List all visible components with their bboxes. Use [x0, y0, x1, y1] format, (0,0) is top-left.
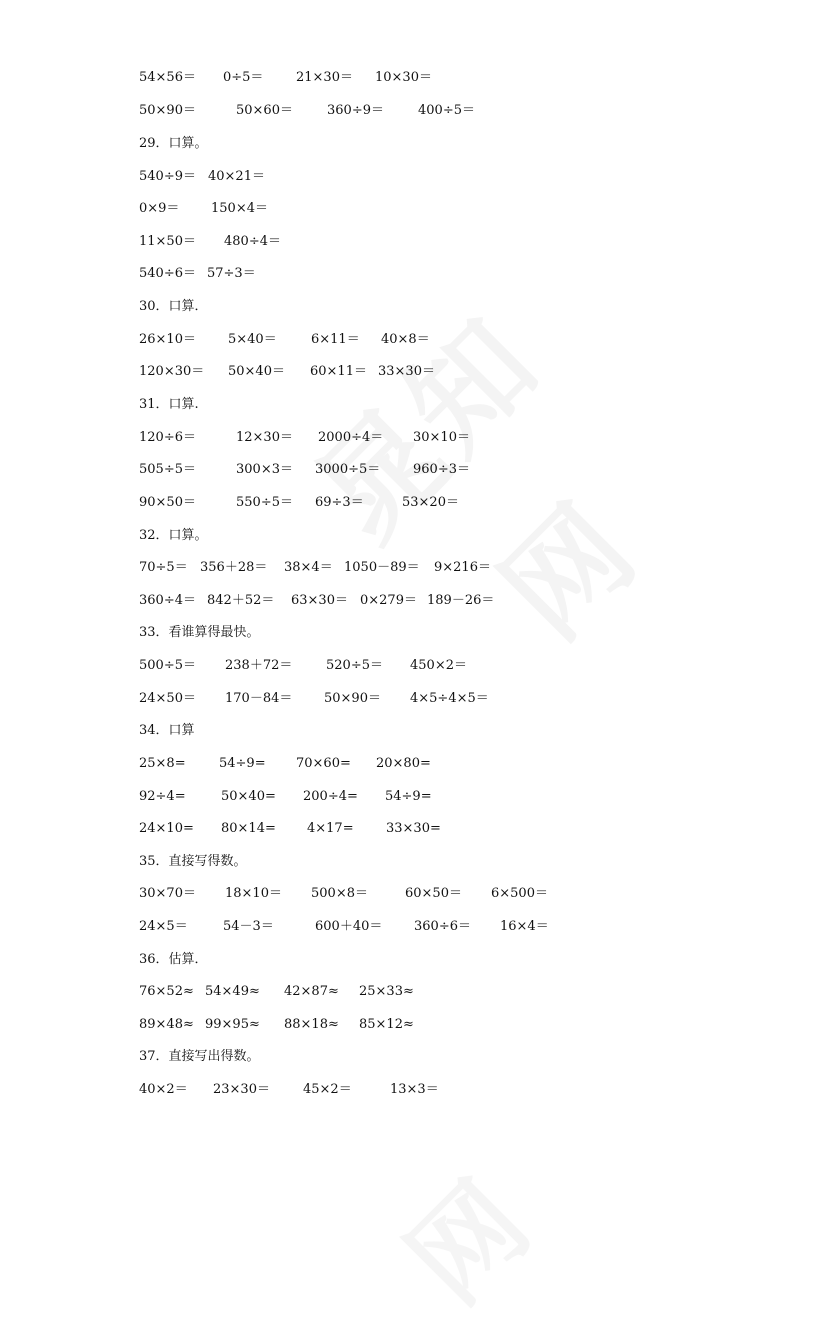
- question-heading: [0, 950, 830, 970]
- problem-item: 13×3＝: [390, 1082, 439, 1097]
- problem-item: 40×21＝: [208, 169, 265, 184]
- problem-item: 300×3＝: [236, 462, 293, 477]
- problem-item: 89×48≈: [139, 1017, 194, 1032]
- problem-row: [0, 754, 830, 774]
- problem-item: 360÷6＝: [414, 919, 471, 934]
- problem-row: [0, 264, 830, 284]
- problem-item: 24×50＝: [139, 691, 196, 706]
- problem-row: [0, 330, 830, 350]
- problem-item: 76×52≈: [139, 984, 194, 999]
- problem-row: [0, 558, 830, 578]
- problem-item: 24×5＝: [139, 919, 188, 934]
- problem-item: 0÷5＝: [223, 70, 264, 85]
- problem-item: 505÷5＝: [139, 462, 196, 477]
- problem-item: 520÷5＝: [326, 658, 383, 673]
- heading-text: 30．口算．: [139, 299, 208, 314]
- problem-row: [0, 656, 830, 676]
- problem-item: 50×90＝: [324, 691, 381, 706]
- problem-row: [0, 68, 830, 88]
- problem-item: 960÷3＝: [413, 462, 470, 477]
- problem-item: 53×20＝: [402, 495, 459, 510]
- problem-item: 70÷5＝: [139, 560, 188, 575]
- problem-item: 50×60＝: [236, 103, 293, 118]
- heading-text: 32．口算。: [139, 528, 208, 543]
- problem-item: 30×10＝: [413, 430, 470, 445]
- problem-row: [0, 787, 830, 807]
- problem-item: 600＋40＝: [315, 919, 383, 934]
- problem-item: 42×87≈: [284, 984, 339, 999]
- heading-text: 35．直接写得数。: [139, 854, 247, 869]
- problem-item: 189－26＝: [427, 593, 495, 608]
- question-heading: [0, 395, 830, 415]
- problem-item: 1050－89＝: [344, 560, 420, 575]
- problem-item: 54×49≈: [205, 984, 260, 999]
- problem-row: [0, 884, 830, 904]
- problem-item: 24×10=: [139, 821, 194, 836]
- problem-item: 9×216＝: [434, 560, 491, 575]
- problem-row: [0, 493, 830, 513]
- problem-item: 170－84＝: [225, 691, 293, 706]
- problem-item: 0×279＝: [360, 593, 417, 608]
- problem-item: 80×14=: [221, 821, 276, 836]
- problem-item: 40×8＝: [381, 332, 430, 347]
- problem-item: 12×30＝: [236, 430, 293, 445]
- problem-row: [0, 101, 830, 121]
- problem-row: [0, 460, 830, 480]
- problem-item: 450×2＝: [410, 658, 467, 673]
- problem-item: 25×33≈: [359, 984, 414, 999]
- problem-item: 6×11＝: [311, 332, 360, 347]
- problem-item: 99×95≈: [205, 1017, 260, 1032]
- problem-item: 480÷4＝: [224, 234, 281, 249]
- problem-item: 88×18≈: [284, 1017, 339, 1032]
- problem-item: 6×500＝: [491, 886, 548, 901]
- problem-item: 50×90＝: [139, 103, 196, 118]
- problem-item: 16×4＝: [500, 919, 549, 934]
- problem-item: 150×4＝: [211, 201, 268, 216]
- heading-text: 37．直接写出得数。: [139, 1049, 260, 1064]
- problem-item: 50×40＝: [228, 364, 285, 379]
- problem-item: 25×8=: [139, 756, 186, 771]
- question-heading: [0, 852, 830, 872]
- problem-item: 5×40＝: [228, 332, 277, 347]
- problem-item: 30×70＝: [139, 886, 196, 901]
- problem-item: 90×50＝: [139, 495, 196, 510]
- problem-item: 500÷5＝: [139, 658, 196, 673]
- problem-item: 20×80=: [376, 756, 431, 771]
- problem-item: 60×50＝: [405, 886, 462, 901]
- problem-item: 18×10＝: [225, 886, 282, 901]
- problem-item: 550÷5＝: [236, 495, 293, 510]
- problem-item: 54÷9=: [385, 789, 432, 804]
- problem-item: 400÷5＝: [418, 103, 475, 118]
- question-heading: [0, 297, 830, 317]
- problem-item: 57÷3＝: [207, 266, 256, 281]
- problem-row: [0, 428, 830, 448]
- problem-item: 10×30＝: [375, 70, 432, 85]
- problem-item: 38×4＝: [284, 560, 333, 575]
- problem-item: 40×2＝: [139, 1082, 188, 1097]
- heading-text: 33．看谁算得最快。: [139, 625, 260, 640]
- problem-item: 69÷3＝: [315, 495, 364, 510]
- problem-row: [0, 591, 830, 611]
- question-heading: [0, 721, 830, 741]
- problem-row: [0, 982, 830, 1002]
- problem-item: 238＋72＝: [225, 658, 293, 673]
- problem-row: [0, 689, 830, 709]
- heading-text: 34．口算: [139, 723, 195, 738]
- problem-item: 26×10＝: [139, 332, 196, 347]
- problem-item: 200÷4=: [303, 789, 358, 804]
- problem-row: [0, 232, 830, 252]
- problem-row: [0, 819, 830, 839]
- problem-item: 23×30＝: [213, 1082, 270, 1097]
- problem-item: 21×30＝: [296, 70, 353, 85]
- heading-text: 36．估算．: [139, 952, 208, 967]
- problem-item: 85×12≈: [359, 1017, 414, 1032]
- heading-text: 31．口算.: [139, 397, 199, 412]
- problem-item: 4×17=: [307, 821, 354, 836]
- problem-item: 120÷6＝: [139, 430, 196, 445]
- problem-item: 540÷9＝: [139, 169, 196, 184]
- problem-item: 54÷9=: [219, 756, 266, 771]
- problem-row: [0, 1080, 830, 1100]
- question-heading: [0, 623, 830, 643]
- problem-item: 33×30=: [386, 821, 441, 836]
- problem-row: [0, 199, 830, 219]
- heading-text: 29．口算。: [139, 136, 208, 151]
- problem-item: 360÷9＝: [327, 103, 384, 118]
- problem-item: 0×9＝: [139, 201, 180, 216]
- problem-item: 2000÷4＝: [318, 430, 384, 445]
- problem-item: 360÷4＝: [139, 593, 196, 608]
- question-heading: [0, 1047, 830, 1067]
- problem-item: 356＋28＝: [200, 560, 268, 575]
- problem-row: [0, 1015, 830, 1035]
- problem-item: 3000÷5＝: [315, 462, 381, 477]
- problem-item: 11×50＝: [139, 234, 196, 249]
- problem-item: 60×11＝: [310, 364, 367, 379]
- problem-item: 63×30＝: [291, 593, 348, 608]
- problem-item: 70×60=: [296, 756, 351, 771]
- problem-item: 500×8＝: [311, 886, 368, 901]
- problem-item: 92÷4=: [139, 789, 186, 804]
- problem-item: 33×30＝: [378, 364, 435, 379]
- problem-item: 842＋52＝: [207, 593, 275, 608]
- problem-row: [0, 917, 830, 937]
- problem-row: [0, 362, 830, 382]
- problem-item: 120×30＝: [139, 364, 205, 379]
- question-heading: [0, 134, 830, 154]
- problem-item: 54×56＝: [139, 70, 196, 85]
- problem-row: [0, 167, 830, 187]
- problem-item: 45×2＝: [303, 1082, 352, 1097]
- problem-item: 50×40=: [221, 789, 276, 804]
- problem-item: 54－3＝: [223, 919, 274, 934]
- question-heading: [0, 526, 830, 546]
- problem-item: 540÷6＝: [139, 266, 196, 281]
- problem-item: 4×5÷4×5＝: [410, 691, 489, 706]
